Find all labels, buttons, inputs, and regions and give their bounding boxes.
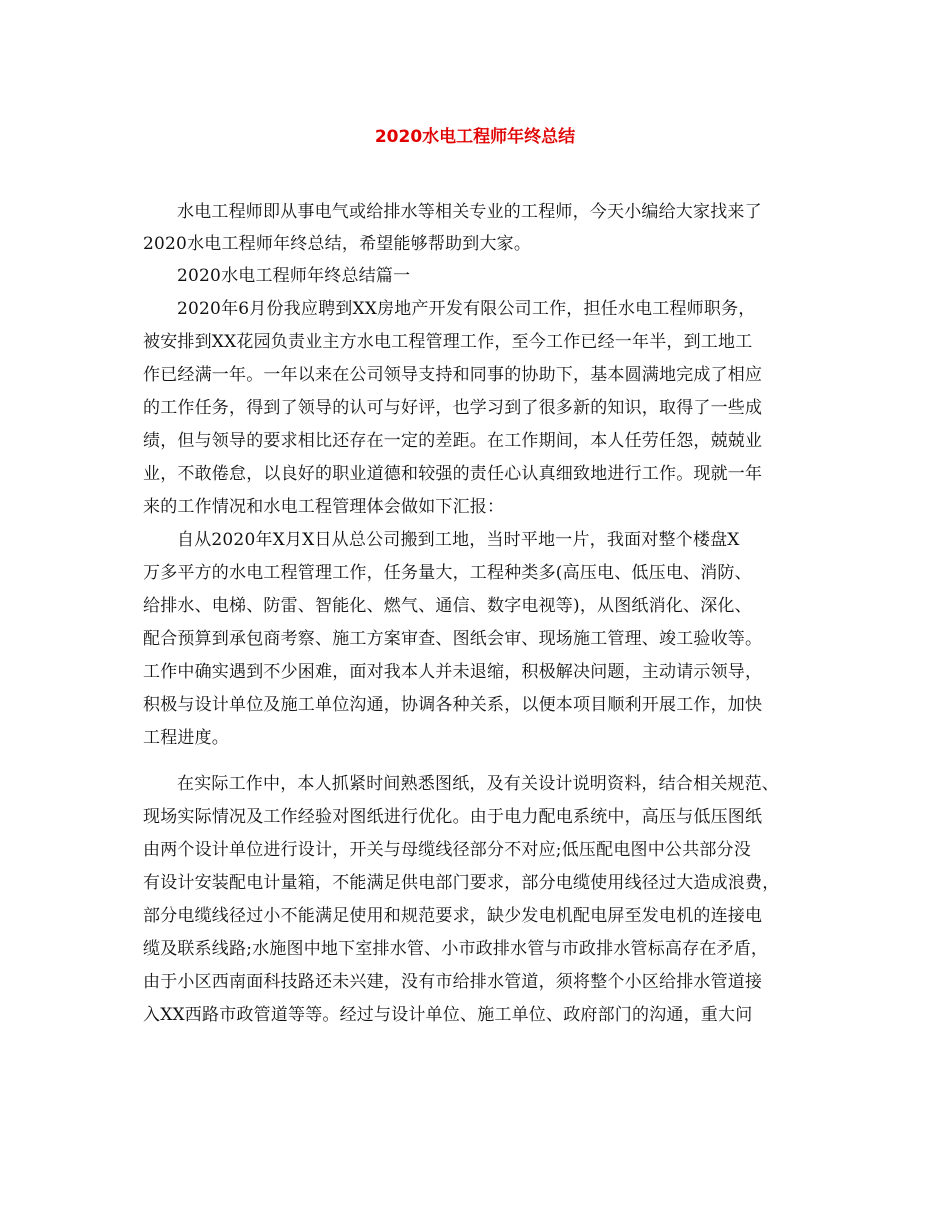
paragraph-line: 的工作任务，得到了领导的认可与好评，也学习到了很多新的知识，取得了一些成 <box>143 398 763 418</box>
paragraph-line: 水电工程师即从事电气或给排水等相关专业的工程师，今天小编给大家找来了 <box>177 202 762 222</box>
paragraph-line: 被安排到XX花园负责业主方水电工程管理工作，至今工作已经一年半，到工地工 <box>143 332 753 352</box>
paragraph-line: 由两个设计单位进行设计，开关与母缆线径部分不对应;低压配电图中公共部分没 <box>143 840 751 860</box>
paragraph-line: 2020水电工程师年终总结，希望能够帮助到大家。 <box>143 234 532 254</box>
paragraph-line: 作已经满一年。一年以来在公司领导支持和同事的协助下，基本圆满地完成了相应 <box>143 365 763 385</box>
paragraph-line: 2020年6月份我应聘到XX房地产开发有限公司工作，担任水电工程师职务， <box>177 299 756 319</box>
paragraph-line: 绩，但与领导的要求相比还存在一定的差距。在工作期间，本人任劳任怨，兢兢业 <box>143 431 763 451</box>
paragraph-line: 积极与设计单位及施工单位沟通，协调各种关系，以便本项目顺利开展工作，加快 <box>143 695 763 715</box>
paragraph-line: 入XX西路市政管道等等。经过与设计单位、施工单位、政府部门的沟通，重大问 <box>143 1005 753 1025</box>
paragraph-line: 配合预算到承包商考察、施工方案审查、图纸会审、现场施工管理、竣工验收等。 <box>143 629 763 649</box>
paragraph-line: 由于小区西南面科技路还未兴建，没有市给排水管道，须将整个小区给排水管道接 <box>143 972 763 992</box>
paragraph-line: 来的工作情况和水电工程管理体会做如下汇报： <box>143 497 505 517</box>
paragraph-line: 缆及联系线路;水施图中地下室排水管、小市政排水管与市政排水管标高存在矛盾， <box>143 939 769 959</box>
paragraph-line: 有设计安装配电计量箱，不能满足供电部门要求，部分电缆使用线径过大造成浪费， <box>143 873 780 893</box>
document-title: 2020水电工程师年终总结 <box>374 127 576 147</box>
paragraph-line: 部分电缆线径过小不能满足使用和规范要求，缺少发电机配电屏至发电机的连接电 <box>143 906 763 926</box>
paragraph-line: 在实际工作中，本人抓紧时间熟悉图纸，及有关设计说明资料，结合相关规范、 <box>177 774 779 794</box>
paragraph-line: 自从2020年X月X日从总公司搬到工地，当时平地一片，我面对整个楼盘X <box>177 530 740 550</box>
paragraph-line: 万多平方的水电工程管理工作，任务量大，工程种类多(高压电、低压电、消防、 <box>143 563 752 583</box>
paragraph-line: 业，不敢倦怠，以良好的职业道德和较强的责任心认真细致地进行工作。现就一年 <box>143 464 763 484</box>
paragraph-line: 工作中确实遇到不少困难，面对我本人并未退缩，积极解决问题，主动请示领导， <box>143 662 763 682</box>
paragraph-line: 现场实际情况及工作经验对图纸进行优化。由于电力配电系统中，高压与低压图纸 <box>143 807 763 827</box>
paragraph-line: 给排水、电梯、防雷、智能化、燃气、通信、数字电视等)，从图纸消化、深化、 <box>143 596 752 616</box>
paragraph-line: 工程进度。 <box>143 728 229 748</box>
section-heading: 2020水电工程师年终总结篇一 <box>177 266 411 286</box>
